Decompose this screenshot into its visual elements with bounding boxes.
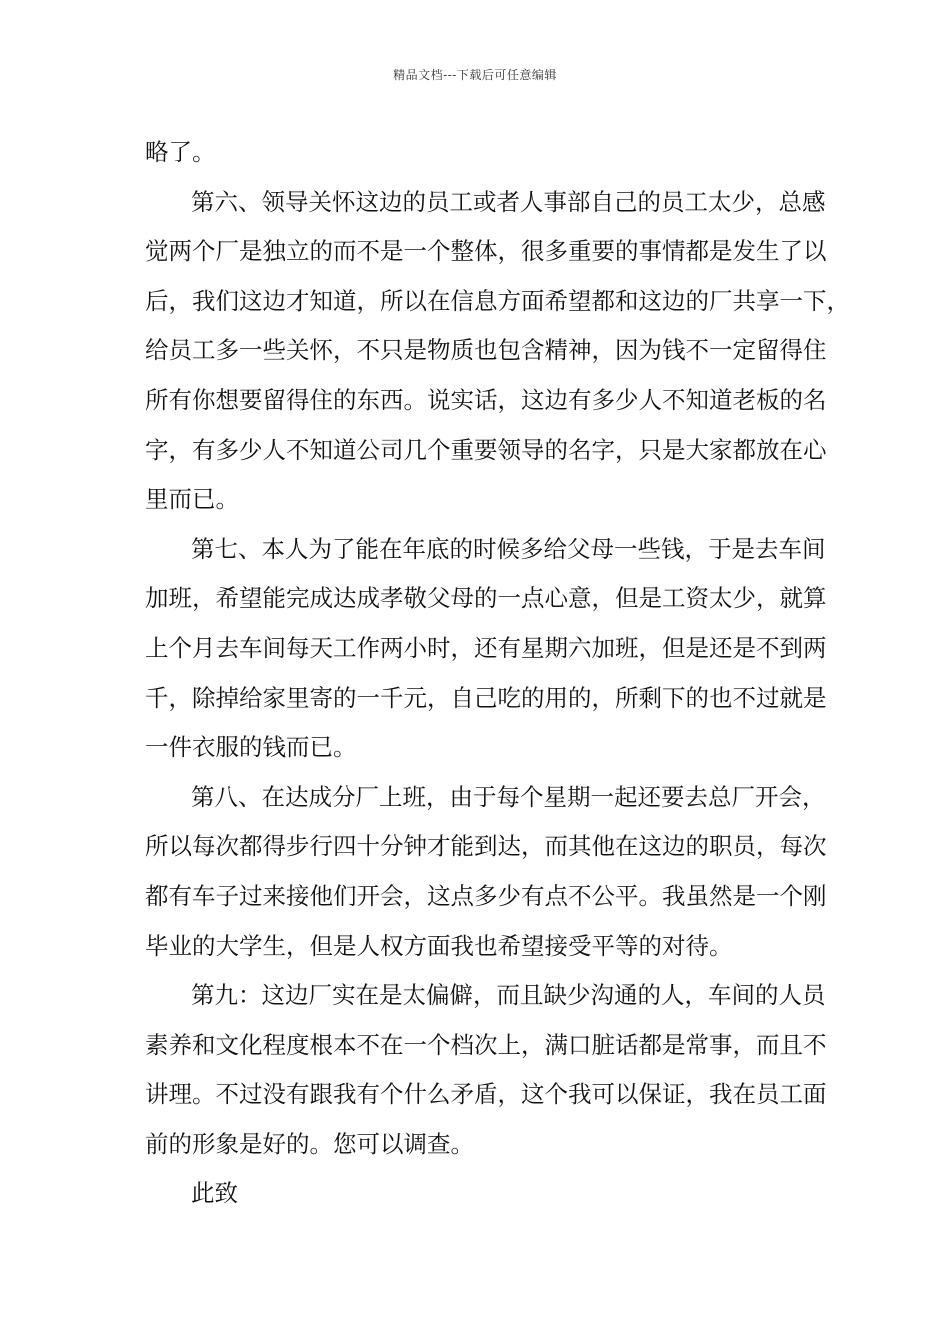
- paragraph-seven-start: 第七、本人为了能在年底的时候多给父母一些钱，于是去车间: [191, 534, 826, 563]
- text-line: 素养和文化程度根本不在一个档次上，满口脏话都是常事，而且不: [145, 1030, 827, 1059]
- text-line: 毕业的大学生，但是人权方面我也希望接受平等的对待。: [145, 931, 733, 960]
- closing-salutation: 此致: [191, 1179, 238, 1208]
- text-line: 后，我们这边才知道，所以在信息方面希望都和这边的厂共享一下，: [145, 286, 850, 315]
- text-line: 都有车子过来接他们开会，这点多少有点不公平。我虽然是一个刚: [145, 881, 827, 910]
- paragraph-eight-start: 第八、在达成分厂上班，由于每个星期一起还要去总厂开会，: [191, 782, 826, 811]
- text-line: 觉两个厂是独立的而不是一个整体，很多重要的事情都是发生了以: [145, 237, 827, 266]
- text-line: 前的形象是好的。您可以调查。: [145, 1129, 474, 1158]
- text-line: 一件衣服的钱而已。: [145, 733, 357, 762]
- text-line: 讲理。不过没有跟我有个什么矛盾，这个我可以保证，我在员工面: [145, 1080, 827, 1109]
- paragraph-nine-start: 第九：这边厂实在是太偏僻，而且缺少沟通的人，车间的人员: [191, 981, 826, 1010]
- text-line: 字，有多少人不知道公司几个重要领导的名字，只是大家都放在心: [145, 435, 827, 464]
- text-line: 略了。: [145, 138, 216, 166]
- document-body: [145, 128, 850, 1219]
- paragraph-six-start: 第六、领导关怀这边的员工或者人事部自己的员工太少，总感: [191, 187, 826, 216]
- text-line: 所以每次都得步行四十分钟才能到达，而其他在这边的职员，每次: [145, 832, 827, 861]
- text-line: 加班，希望能完成达成孝敬父母的一点心意，但是工资太少，就算: [145, 584, 827, 613]
- text-line: 千，除掉给家里寄的一千元，自己吃的用的，所剩下的也不过就是: [145, 683, 827, 712]
- text-line: 里而已。: [145, 485, 239, 514]
- page-header: 精品文档---下载后可任意编辑: [393, 68, 557, 82]
- text-line: 给员工多一些关怀，不只是物质也包含精神，因为钱不一定留得住: [145, 336, 827, 365]
- text-line: 上个月去车间每天工作两小时，还有星期六加班，但是还是不到两: [145, 633, 827, 662]
- text-line: 所有你想要留得住的东西。说实话，这边有多少人不知道老板的名: [145, 385, 827, 414]
